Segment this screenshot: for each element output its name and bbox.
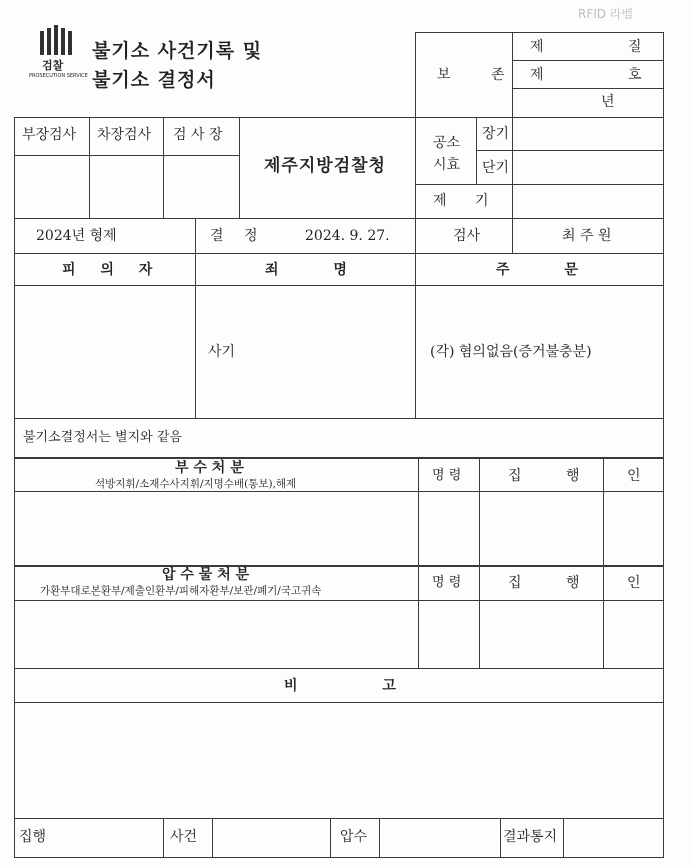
header-charge: 죄 명 <box>265 262 347 278</box>
seized-order: 명 령 <box>432 575 462 590</box>
accessory-seal: 인 <box>627 468 641 484</box>
approval-vice-chief: 차장검사 <box>97 127 152 143</box>
preservation-row2-text: 제 호 <box>530 67 642 83</box>
prescription-short: 단기 <box>482 160 510 176</box>
decision-date: 2024. 9. 27. <box>305 228 390 244</box>
pillars-icon <box>40 25 76 55</box>
footer-case: 사건 <box>170 829 198 845</box>
approval-deputy-chief: 부장검사 <box>22 127 77 143</box>
footer-notice: 결과통지 <box>503 829 558 845</box>
charge-value: 사기 <box>208 344 236 360</box>
seized-seal: 인 <box>627 575 641 591</box>
accessory-subtitle: 석방지휘/소재수사지휘/지명수배(통보),해제 <box>95 478 297 490</box>
seized-execution: 집 행 <box>508 575 580 591</box>
document-title-line2: 불기소 결정서 <box>92 69 216 91</box>
prescription-long: 장기 <box>482 126 510 142</box>
preservation-row1 <box>530 40 650 54</box>
accessory-title: 부 수 처 분 <box>175 460 244 476</box>
office-name: 제주지방검찰청 <box>264 156 386 176</box>
logo-subtext: PROSECUTION SERVICE <box>29 73 88 79</box>
preservation-label: 보 존 <box>437 67 523 83</box>
preservation-row3: 년 <box>601 94 615 110</box>
prescription-label: 공소 시효 <box>433 135 461 173</box>
seized-title: 압 수 물 처 분 <box>162 567 250 583</box>
disposition-value: (각) 혐의없음(증거불충분) <box>430 344 592 360</box>
prescription-reopen: 제 기 <box>433 193 489 209</box>
decision-label: 결 정 <box>210 228 258 244</box>
logo-text: 검찰 <box>42 59 64 72</box>
decision-note: 불기소결정서는 별지와 같음 <box>23 430 182 445</box>
seized-subtitle: 가환부대로본환부/제출인환부/피해자환부/보관/폐기/국고귀속 <box>40 585 322 597</box>
prosecutor-name: 최 주 원 <box>562 228 612 244</box>
preservation-row1-text: 제 질 <box>530 39 642 55</box>
prosecutor-label: 검사 <box>453 228 481 244</box>
document-title-line1: 불기소 사건기록 및 <box>92 40 263 62</box>
footer-execution: 집행 <box>19 829 47 845</box>
accessory-order: 명 령 <box>432 468 462 483</box>
header-suspect: 피 의 자 <box>62 262 153 278</box>
rfid-label: RFID 라벨 <box>578 7 634 21</box>
approval-chief: 검 사 장 <box>173 127 223 143</box>
case-number: 2024년 형제 <box>36 228 117 244</box>
header-disposition: 주 문 <box>496 262 578 278</box>
footer-seizure: 압수 <box>340 829 368 845</box>
remarks-label: 비 고 <box>284 678 396 694</box>
accessory-execution: 집 행 <box>508 468 580 484</box>
preservation-row2 <box>530 68 642 82</box>
